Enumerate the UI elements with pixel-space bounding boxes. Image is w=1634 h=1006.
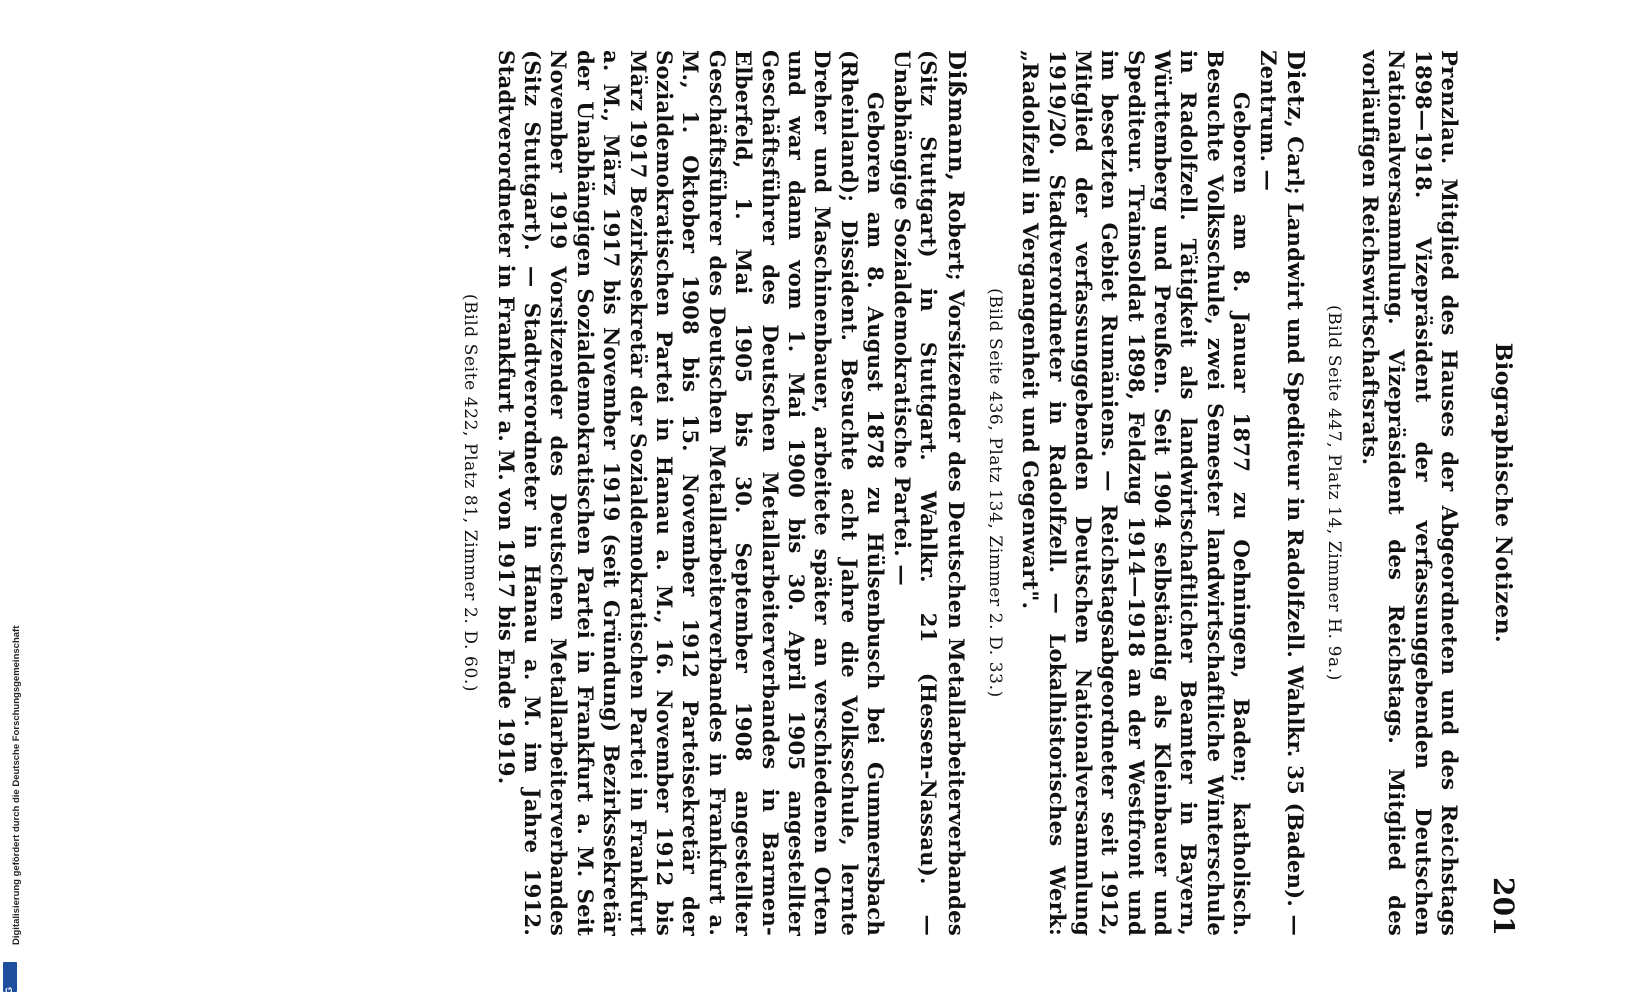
page-number: 201 — [1487, 876, 1520, 936]
entry-name: Dietz, — [1282, 50, 1310, 129]
rotated-book-page — [82, 20, 1552, 980]
photo-caption: (Bild Seite 447, Platz 14, Zimmer H. 9a.) — [1324, 305, 1345, 681]
entry-body: Geboren am 8. Januar 1877 zu Oehningen, Baden; katholisch. Besuchte Volksschule, zwei Semester landwirtschaftliche Winterschule in Radolfzell. Tätigkeit als landwirtschaftlicher Beamter in Bayern, Württemberg und Preußen. Seit 1904 selbständig als Kleinbauer und Spediteur. Trainsoldat 1898, Feldzug 1914—1918 an der Westfront und im besetzten Gebiet Rumäniens. — Reichstagsabgeordneter seit 1912, Mitglied der verfassunggebenden Deutschen Nationalversammlung 1919/20. Stadtverordneter in Radolfzell. — Lokalhistorisches Werk: „Radolfzell in Vergangenheit und Gegenwart". — [1018, 50, 1255, 936]
digitization-credit — [4, 586, 22, 956]
entry-body: Geboren am 8. August 1878 zu Hülsenbusch bei Gummersbach (Rheinland); Dissident. Besuchte acht Jahre die Volksschule, lernte Dreher und Maschinenbauer, arbeitete später an verschiedenen Orten und war dann vom 1. Mai 1900 bis 30. April 1905 angestellter Geschäftsführer des Deutschen Metallarbeiterverbandes in Barmen-Elberfeld, 1. Mai 1905 bis 30. September 1908 angestellter Geschäftsführer des Deutschen Metallarbeiterverbandes in Frankfurt a. M., 1. Oktober 1908 bis 15. November 1912 Parteisekretär der Sozialdemokratischen Partei in Hanau a. M., 16. November 1912 bis März 1917 Bezirkssekretär der Sozialdemokratischen Partei in Frankfurt a. M., März 1917 bis November 1919 (seit Gründung) Bezirkssekretär der Unabhängigen Sozialdemokratischen Partei in Frankfurt a. M. Seit November 1919 Vorsitzender des Deutschen Metallarbeiterverbandes (Sitz Stuttgart). — Stadtverordneter in Hanau a. M. im Jahre 1912. Stadtverordneter in Frankfurt a. M. von 1917 bis Ende 1919. — [493, 50, 889, 936]
entry-block-continued — [1323, 50, 1462, 936]
page-header — [1476, 50, 1520, 936]
running-head: Biographische Notizen. — [1490, 342, 1516, 644]
photo-caption: (Bild Seite 436, Platz 134, Zimmer 2. D. 33.) — [984, 288, 1005, 698]
digitization-credit-text: Digitalisierung gefördert durch die Deutsche Forschungsgemeinschaft — [11, 625, 22, 945]
entry-dietz — [984, 50, 1310, 936]
entry-dissmann — [459, 50, 969, 936]
photo-caption: (Bild Seite 422, Platz 81, Zimmer 2. D. 60.) — [460, 293, 481, 693]
entry-intro: Carl; Landwirt und Spediteur in Radolfzell. Wahlkr. 35 (Baden). — Zentrum. — — [1255, 50, 1309, 936]
entry-name: Dißmann, — [942, 50, 970, 182]
entry-intro: Robert; Vorsitzender des Deutschen Metallarbeiterverbandes (Sitz Stuttgart) in Stuttgart. Wahlkr. 21 (Hessen-Nassau). — Unabhängige Sozialdemokratische Partei. — — [889, 50, 969, 936]
dfg-logo — [3, 962, 17, 1006]
entry-header — [1254, 50, 1309, 936]
dfg-logo-text: DFG — [4, 987, 14, 1006]
entry-header — [888, 50, 969, 936]
entry-paragraph: Prenzlau. Mitglied des Hauses der Abgeordneten und des Reichstags 1898—1918. Vizepräsident der verfassunggebenden Deutschen Nationalversammlung. Vizepräsident des Reichstags. Mitglied des vorläufigen Reichswirtschaftsrats. — [1357, 50, 1462, 936]
